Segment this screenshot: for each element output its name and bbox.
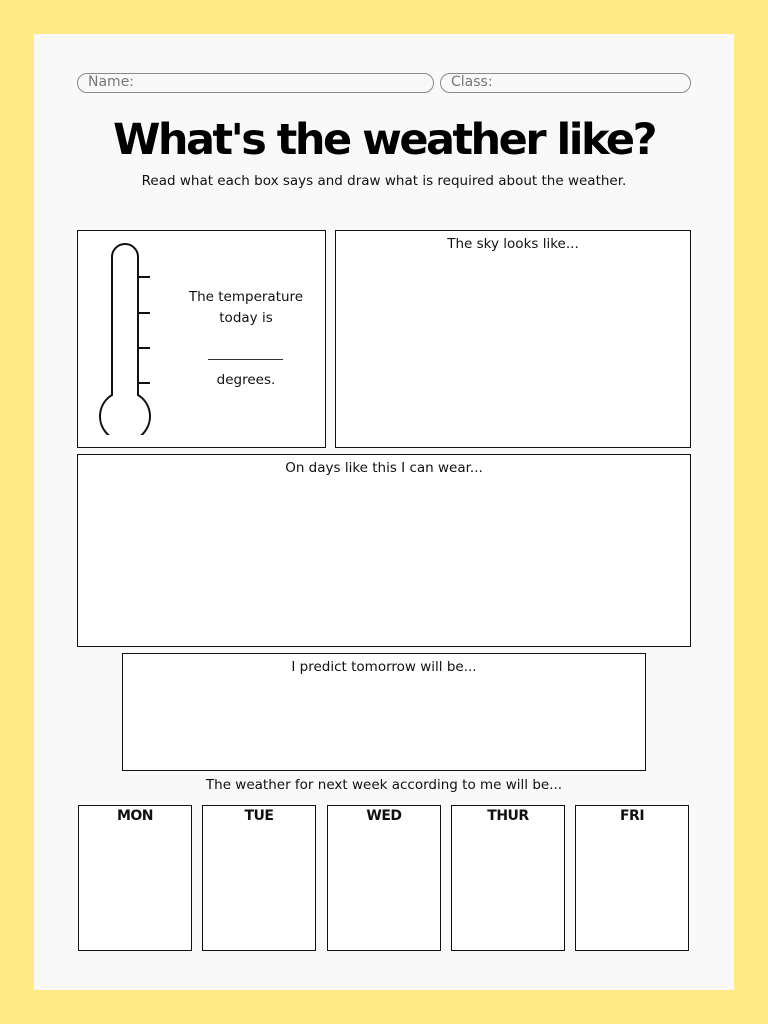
- prediction-box-label: I predict tomorrow will be...: [291, 659, 477, 675]
- worksheet-page: [34, 34, 734, 990]
- day-box-wed[interactable]: [327, 805, 441, 951]
- temperature-prompt: [178, 287, 314, 329]
- day-box-fri[interactable]: [575, 805, 689, 951]
- sky-box[interactable]: [335, 230, 691, 448]
- thermometer-icon: [94, 243, 156, 435]
- day-box-tue[interactable]: [202, 805, 316, 951]
- day-box-mon[interactable]: [78, 805, 192, 951]
- name-label: Name:: [88, 74, 135, 90]
- day-label: MON: [116, 808, 154, 824]
- day-label: THUR: [487, 808, 529, 824]
- day-label: WED: [366, 808, 402, 824]
- temperature-box[interactable]: [77, 230, 326, 448]
- day-label: TUE: [244, 808, 274, 824]
- day-label: FRI: [619, 808, 645, 824]
- page-title: What's the weather like?: [112, 115, 656, 165]
- clothing-box[interactable]: [77, 454, 691, 647]
- instructions-text: Read what each box says and draw what is required about the weather.: [141, 173, 627, 189]
- degrees-label: degrees.: [216, 372, 276, 388]
- clothing-box-label: On days like this I can wear...: [285, 460, 483, 476]
- prediction-box[interactable]: [122, 653, 646, 771]
- sky-box-label: The sky looks like...: [447, 236, 579, 252]
- temperature-prompt-line1: The temperature: [188, 289, 304, 305]
- class-field[interactable]: [440, 73, 691, 93]
- week-forecast-label: The weather for next week according to me will be...: [205, 777, 563, 793]
- temperature-prompt-line2: today is: [219, 310, 273, 326]
- class-label: Class:: [451, 74, 493, 90]
- day-box-thur[interactable]: [451, 805, 565, 951]
- temperature-blank-line[interactable]: [208, 359, 283, 360]
- name-field[interactable]: [77, 73, 434, 93]
